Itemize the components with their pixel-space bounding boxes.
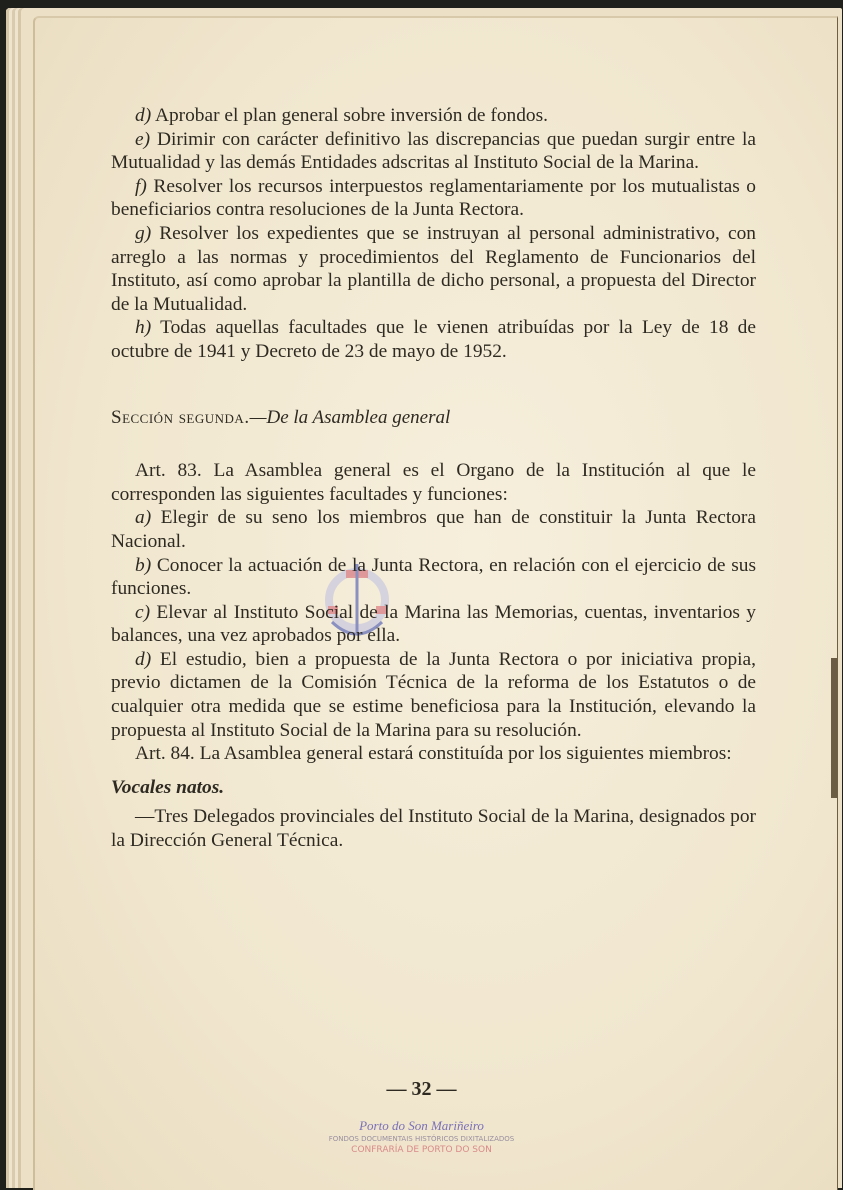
- item-g: [111, 222, 756, 316]
- item-e: [111, 128, 756, 175]
- binding-shadow: [831, 658, 837, 798]
- art83-item-c: [111, 601, 756, 648]
- item-d: [111, 104, 756, 128]
- art83-item-a: [111, 506, 756, 553]
- article-84-intro: [111, 742, 756, 766]
- item-label: f): [135, 175, 147, 197]
- section-heading: [111, 406, 756, 430]
- item-label: c): [135, 601, 151, 623]
- watermark-organization: CONFRARÍA DE PORTO DO SON: [351, 1145, 492, 1155]
- article-84-entry: —Tres Delegados provinciales del Instituto Social de la Marina, designados por la Dirección General Técnica.: [111, 806, 756, 852]
- article-number: Art. 84.: [135, 743, 195, 765]
- item-label: b): [135, 554, 152, 576]
- page-number: — 32 —: [386, 1078, 457, 1100]
- section-title: —De la Asamblea general: [249, 406, 451, 428]
- item-text: Aprobar el plan general sobre inversión de fondos.: [154, 105, 549, 126]
- item-text: Dirimir con carácter definitivo las discrepancias que puedan surgir entre la Mutualidad y las demás Entidades adscritas al Instituto Social de la Marina.: [111, 128, 756, 174]
- item-text: Conocer la actuación de la Junta Rectora, en relación con el ejercicio de sus funciones.: [111, 554, 756, 600]
- watermark-text: [0, 1118, 843, 1156]
- art83-item-d: [111, 648, 756, 742]
- article-intro: La Asamblea general es el Organo de la Institución al que le corresponden las siguientes facultades y funciones:: [111, 460, 756, 505]
- article-83-intro: [111, 459, 756, 506]
- item-label: h): [135, 317, 152, 339]
- page-text: [111, 104, 756, 853]
- item-label: a): [135, 507, 152, 529]
- item-text: Resolver los expedientes que se instruyan al personal administrativo, con arreglo a las normas y procedimientos del Reglamento de Funcionarios del Instituto, así como aprobar la plantilla de dicho personal, a propuesta del Director de la Mutualidad.: [111, 222, 756, 315]
- watermark-brand: Porto do Son Mariñeiro: [359, 1118, 484, 1133]
- article-intro: La Asamblea general estará constituída por los siguientes miembros:: [199, 743, 732, 765]
- article-84-subheading: Vocales natos.: [111, 776, 225, 798]
- art83-item-b: [111, 554, 756, 601]
- item-label: d): [135, 648, 152, 670]
- item-f: [111, 175, 756, 222]
- item-label: e): [135, 128, 151, 150]
- item-label: d): [135, 105, 152, 126]
- watermark-subtitle: FONDOS DOCUMENTAIS HISTÓRICOS DIXITALIZADOS: [328, 1135, 515, 1143]
- item-text: Elegir de su seno los miembros que han de constituir la Junta Rectora Nacional.: [111, 507, 756, 552]
- item-text: El estudio, bien a propuesta de la Junta Rectora o por iniciativa propia, previo dictamen de la Comisión Técnica de la reforma de los Estatutos o de cualquier otra medida que se estime beneficiosa para la Institución, elevando la propuesta al Instituto Social de la Marina para su resolución.: [111, 648, 757, 741]
- article-number: Art. 83.: [135, 460, 202, 482]
- section-prefix: Sección segunda.: [111, 406, 250, 428]
- item-label: g): [135, 222, 152, 244]
- item-text: Todas aquellas facultades que le vienen atribuídas por la Ley de 18 de octubre de 1941 y Decreto de 23 de mayo de 1952.: [111, 317, 756, 362]
- item-text: Resolver los recursos interpuestos reglamentariamente por los mutualistas o beneficiarios contra resoluciones de la Junta Rectora.: [111, 175, 756, 221]
- item-text: Elevar al Instituto Social de la Marina las Memorias, cuentas, inventarios y balances, una vez aprobados por ella.: [111, 601, 756, 647]
- item-h: [111, 316, 756, 363]
